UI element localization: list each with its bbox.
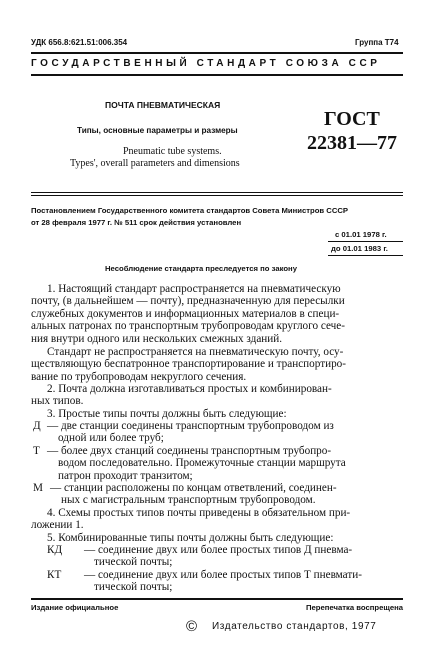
text-line: Стандарт не распространяется на пневматическую почту, осу- <box>47 346 344 358</box>
text-line: водом последовательно. Промежуточные станции маршрута <box>58 457 346 470</box>
banner-top-rule <box>31 52 403 54</box>
publisher-line: Издательство стандартов, 1977 <box>212 621 377 632</box>
paragraph-5 <box>31 507 403 532</box>
paragraph-2 <box>31 346 403 383</box>
gost-number: 22381—77 <box>307 132 397 154</box>
type-kd-description <box>84 544 403 569</box>
text-line: ных с магистральным транспортным трубопроводом. <box>61 494 316 507</box>
edition-label: Издание официальное <box>31 603 119 612</box>
text-line: 5. Комбинированные типы почты должны быть следующие: <box>47 532 334 544</box>
copyright-icon: © <box>186 618 198 635</box>
english-title-line1: Pneumatic tube systems. <box>123 146 222 157</box>
text-line: 2. Почта должна изготавливаться простых и комбинирован- <box>47 383 332 395</box>
text-line: альных патронах по транспортным трубопроводам круглого сече- <box>31 320 345 333</box>
text-line: почту, (в дальнейшем — почту), предназначенную для пересылки <box>31 295 345 308</box>
type-t-description <box>47 445 403 482</box>
text-line: 4. Схемы простых типов почты приведены в обязательном при- <box>47 507 351 519</box>
document-title: ПОЧТА ПНЕВМАТИЧЕСКАЯ <box>105 100 221 110</box>
gost-label: ГОСТ <box>324 108 380 130</box>
text-line: ществляющую беспатронное транспортирование и транспортиро- <box>31 358 346 371</box>
text-line: — соединение двух или более простых типов Т пневмати- <box>84 569 362 581</box>
text-line: ных типов. <box>31 395 84 408</box>
text-line: — станции расположены по концам ответвлений, соединен- <box>50 482 337 494</box>
validity-rule-2 <box>328 255 403 256</box>
paragraph-6 <box>31 532 403 544</box>
type-kt-code: КТ <box>47 569 62 581</box>
validity-to: до 01.01 1983 г. <box>331 244 388 253</box>
text-line: служебных документов и информационных материалов в специ- <box>31 307 340 320</box>
text-line: патрон проходит транзитом; <box>58 469 193 482</box>
english-title-line2: Types', overall parameters and dimensions <box>70 158 240 169</box>
banner-bottom-rule <box>31 74 403 76</box>
type-m-code: М <box>33 482 43 494</box>
paragraph-4 <box>31 408 403 420</box>
validity-from: с 01.01 1978 г. <box>335 230 387 239</box>
type-kt-description <box>84 569 403 594</box>
type-t-code: Т <box>33 445 40 457</box>
type-m-description <box>50 482 403 507</box>
paragraph-1 <box>31 283 403 345</box>
text-line: — соединение двух или более простых типов Д пневма- <box>84 544 353 556</box>
document-subtitle: Типы, основные параметры и размеры <box>77 126 238 135</box>
text-line: 3. Простые типы почты должны быть следующие: <box>47 408 287 420</box>
text-line: — две станции соединены транспортным трубопроводом из <box>47 420 334 432</box>
type-d-code: Д <box>33 420 41 432</box>
text-line: одной или более труб; <box>58 432 164 445</box>
validity-rule <box>328 241 403 242</box>
text-line: ложении 1. <box>31 519 84 532</box>
text-line: ния внутри одного или нескольких смежных зданий. <box>31 332 283 345</box>
text-line: вание по трубопроводам некруглого сечения. <box>31 370 247 383</box>
footer-rule <box>31 598 403 600</box>
group-code: Группа Т74 <box>355 38 399 47</box>
text-line: 1. Настоящий стандарт распространяется на пневматическую <box>47 283 341 295</box>
paragraph-3 <box>31 383 403 408</box>
reprint-notice: Перепечатка воспрещена <box>306 603 404 612</box>
standard-banner: ГОСУДАРСТВЕННЫЙ СТАНДАРТ СОЮЗА ССР <box>31 58 381 69</box>
decree-line2: от 28 февраля 1977 г. № 511 срок действия установлен <box>31 218 242 227</box>
legal-warning: Несоблюдение стандарта преследуется по закону <box>105 264 297 273</box>
type-kd-code: КД <box>47 544 63 556</box>
title-bottom-rule-2 <box>31 195 403 196</box>
udc-code: УДК 656.8:621.51:006.354 <box>31 38 128 47</box>
text-line: — более двух станций соединены транспортным трубопро- <box>47 445 332 457</box>
decree-line1: Постановлением Государственного комитета стандартов Совета Министров СССР <box>31 206 349 215</box>
text-line: тической почты; <box>94 581 173 594</box>
text-line: тической почты; <box>94 556 173 569</box>
title-bottom-rule <box>31 192 403 193</box>
type-d-description <box>47 420 403 445</box>
